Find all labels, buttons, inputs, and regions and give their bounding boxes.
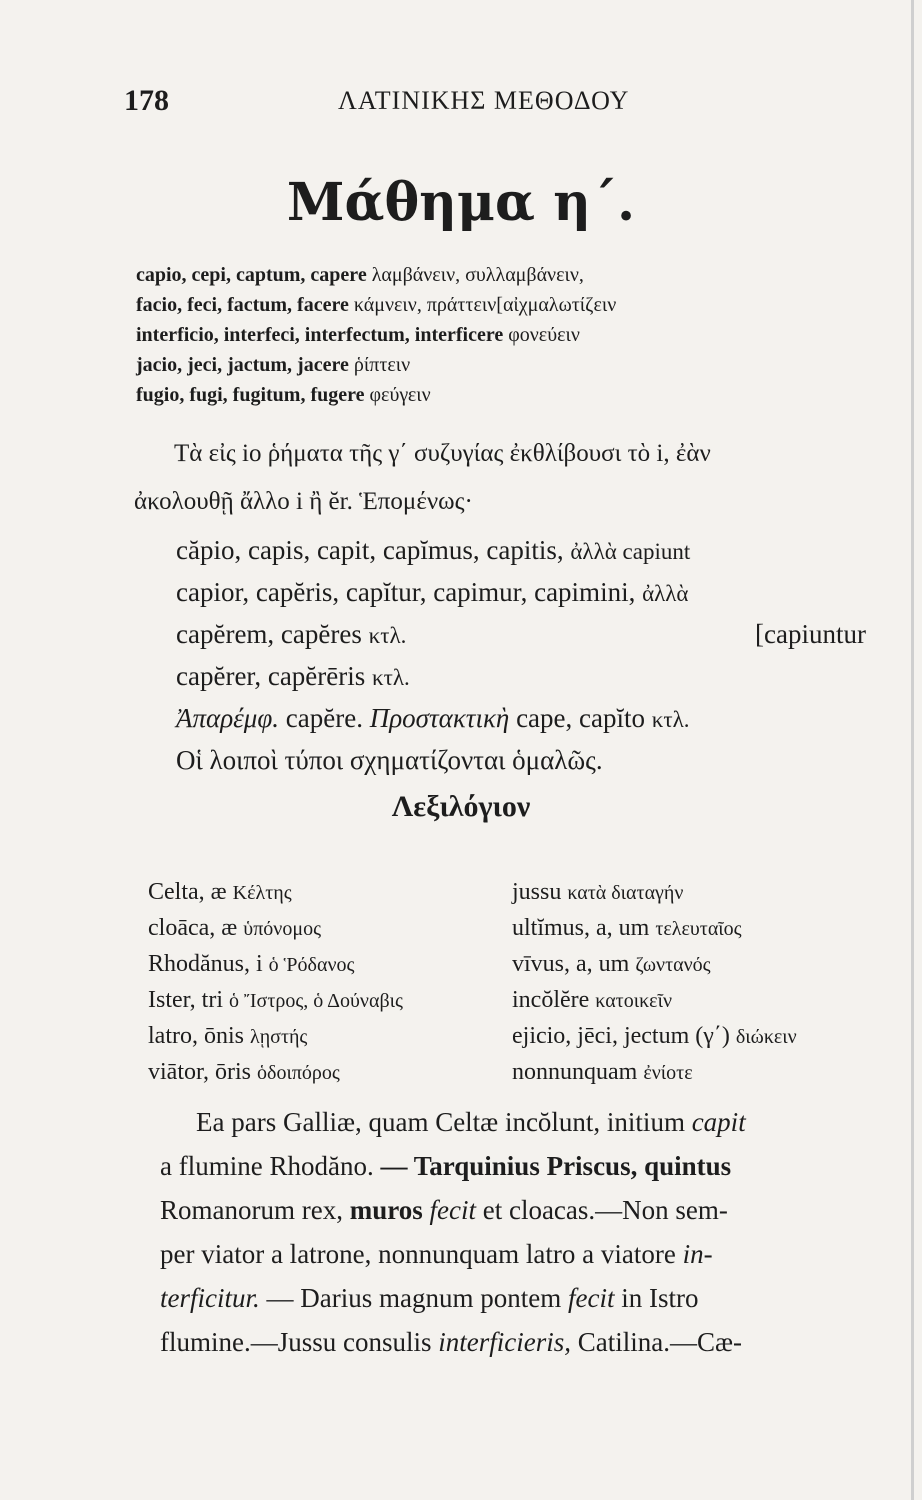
exercise-segment: Romanorum rex, [160,1195,343,1225]
vocab-greek: ὁδοιπόρος [257,1062,340,1084]
vocab-latin: Celta, æ [148,879,227,905]
verb-entry [136,350,906,380]
paradigm-note: κτλ. [368,623,407,648]
exercise-segment: in Istro [621,1283,699,1313]
vocab-greek: ὁ Ἴστρος, ὁ Δούναβις [229,990,403,1012]
paradigm-row [176,530,876,572]
paradigm-row [176,572,876,614]
verb-greek: φεύγειν [369,384,431,406]
vocab-row [148,874,878,910]
paradigm-note: κτλ. [651,707,690,732]
exercise-emphasis: fecit [429,1195,476,1225]
exercise-line [160,1232,882,1276]
vocabulary-title: Λεξιλόγιον [391,790,531,823]
paradigm-forms: capĕre. [285,703,363,733]
vocab-latin: incŏlĕre [512,987,590,1013]
paradigm-carryover: [capiuntur [755,619,866,649]
vocab-latin: latro, ōnis [148,1023,244,1049]
rule-line: Τὰ εἰς io ῥήματα τῆς γ΄ συζυγίας ἐκθλίβουσι τὸ i, ἐὰν [174,440,711,467]
vocab-latin: cloāca, æ [148,915,238,941]
verb-latin: jacio, jeci, jactum, jacere [136,354,349,376]
vocab-latin: jussu [512,879,562,905]
vocab-latin: Ister, tri [148,987,224,1013]
paradigm-row [176,656,876,698]
exercise-text [160,1100,882,1364]
vocab-greek: κατὰ διαταγήν [567,882,684,904]
verb-latin: fugio, fugi, fugitum, fugere [136,384,365,406]
exercise-line [160,1100,882,1144]
verb-greek: λαμβάνειν, συλλαμβάνειν, [371,264,584,286]
verb-greek: κάμνειν, πράττειν[αἰχμαλωτίζειν [353,294,617,316]
verb-list [136,260,906,410]
paradigm-row [176,740,876,781]
paradigm-forms: capior, capĕris, capĭtur, capimur, capimini, [176,577,636,607]
exercise-line [160,1188,882,1232]
vocab-greek: ὑπόνομος [243,918,321,940]
exercise-segment: a flumine Rhodăno. [160,1151,374,1181]
verb-greek: ῥίπτειν [353,354,411,376]
vocab-greek: τελευταῖος [655,918,742,940]
verb-entry [136,260,906,290]
exercise-segment: — Darius magnum pontem [266,1283,562,1313]
exercise-segment: flumine.—Jussu consulis [160,1327,432,1357]
exercise-segment: Ea pars Galliæ, quam Celtæ incŏlunt, initium [196,1107,685,1137]
exercise-segment: muros [349,1195,423,1225]
vocab-greek: διώκειν [735,1026,797,1048]
vocab-latin: viātor, ōris [148,1059,252,1085]
paradigm-note: κτλ. [372,665,410,690]
lesson-title: Μάθημα η΄. [286,172,636,233]
grammar-rule [134,430,884,526]
exercise-emphasis: fecit [567,1283,615,1313]
exercise-segment: per viator a latrone, nonnunquam latro a viatore [160,1239,676,1269]
vocab-row [148,1018,878,1054]
exercise-emphasis: in- [682,1239,713,1269]
vocab-latin: ultĭmus, a, um [512,915,650,941]
vocab-row [148,1054,878,1090]
exercise-line [160,1144,882,1188]
paradigm-row [176,614,876,656]
vocab-latin: Rhodănus, i [148,951,263,977]
verb-latin: capio, cepi, captum, capere [136,264,367,286]
verb-latin: facio, feci, factum, facere [136,294,349,316]
vocab-greek: Κέλτης [232,882,292,904]
vocab-greek: ὁ Ῥόδανος [268,954,355,976]
vocab-greek: ἐνίοτε [643,1062,693,1084]
exercise-emphasis: interficieris, [438,1327,571,1357]
page-number: 178 [124,84,169,117]
exercise-line [160,1320,882,1364]
exercise-segment: Catilina.—Cæ- [577,1327,742,1357]
infinitive-label: Ἀπαρέμφ. [176,703,280,733]
verb-greek: φονεύειν [508,324,580,346]
exercise-segment: — Tarquinius Priscus, quintus [380,1151,732,1181]
vocabulary-list [148,874,878,1090]
vocab-row [148,946,878,982]
page-header [124,84,862,124]
paradigm-forms: căpio, capis, capit, capĭmus, capitis, [176,535,564,565]
verb-entry [136,290,906,320]
vocab-latin: vīvus, a, um [512,951,630,977]
vocab-latin: nonnunquam [512,1059,638,1085]
paradigm-note: Οἱ λοιποὶ τύποι σχηματίζονται ὁμαλῶς. [176,745,603,775]
vocab-greek: ζωντανός [635,954,711,976]
paradigm-row [176,698,876,740]
paradigm-note: ἀλλὰ [642,581,689,606]
vocab-greek: λῃστής [250,1026,308,1048]
vocab-row [148,910,878,946]
verb-entry [136,380,906,410]
exercise-line [160,1276,882,1320]
paradigm-note: ἀλλὰ capiunt [570,539,691,564]
paradigm-forms: cape, capĭto [516,703,645,733]
exercise-emphasis: terficitur. [160,1283,260,1313]
vocab-latin: ejicio, jēci, jectum (γ΄) [512,1023,730,1049]
vocab-row [148,982,878,1018]
running-title: ΛΑΤΙΝΙΚΗΣ ΜΕΘΟΔΟΥ [338,86,630,115]
verb-latin: interficio, interfeci, interfectum, interficere [136,324,504,346]
paradigm-forms: capĕrer, capĕrēris [176,661,366,691]
conjugation-paradigm [176,530,876,781]
rule-line: ἀκολουθῇ ἄλλο i ἢ ĕr. Ἑπομένως· [134,488,473,515]
exercise-segment: et cloacas.—Non sem- [482,1195,728,1225]
imperative-label: Προστακτικὴ [369,703,510,733]
paradigm-forms: capĕrem, capĕres [176,619,362,649]
exercise-emphasis: capit [691,1107,746,1137]
vocab-greek: κατοικεῖν [595,990,672,1012]
verb-entry [136,320,906,350]
